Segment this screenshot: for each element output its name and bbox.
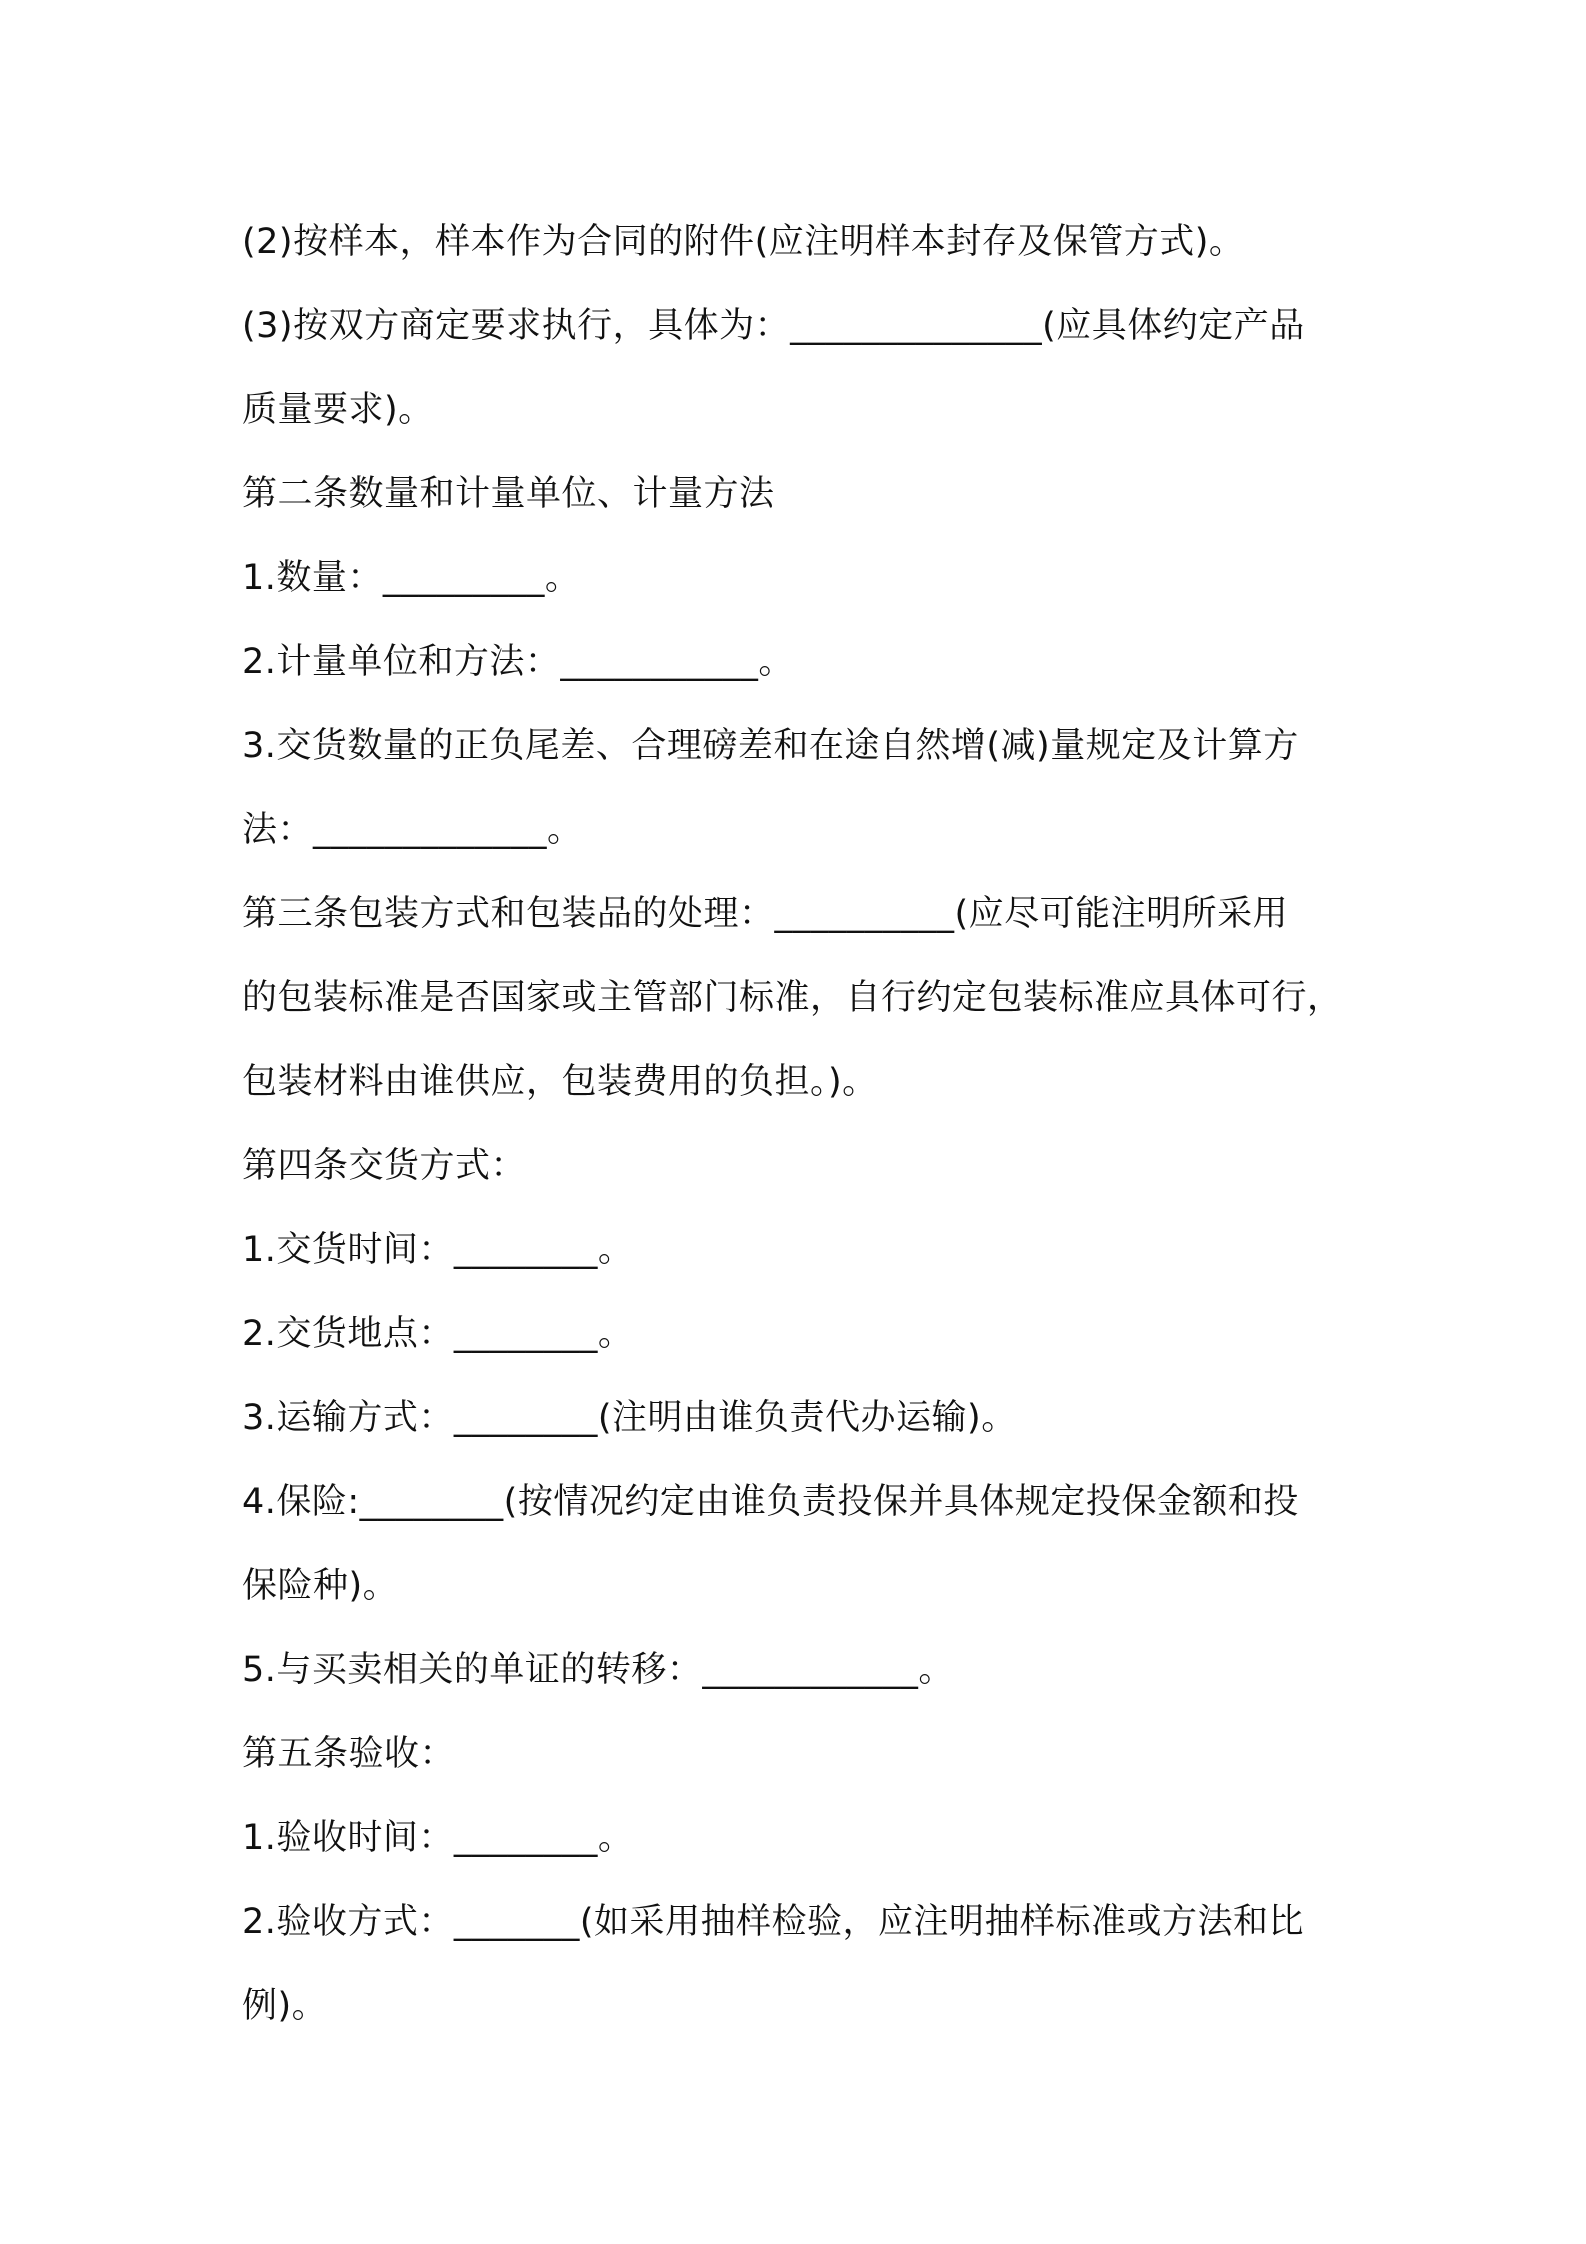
clause-1-item-3-negotiated: (3)按双方商定要求执行，具体为：______________(应具体约定产品	[242, 306, 1305, 346]
clause-4-item-2-delivery-place: 2.交货地点：________。	[242, 1314, 634, 1354]
clause-4-item-4-continued: 保险种)。	[242, 1566, 399, 1606]
clause-4-item-3-transport: 3.运输方式：________(注明由谁负责代办运输)。	[242, 1398, 1017, 1438]
clause-1-item-2-sample: (2)按样本，样本作为合同的附件(应注明样本封存及保管方式)。	[242, 222, 1245, 262]
clause-2-item-3-tolerance: 3.交货数量的正负尾差、合理磅差和在途自然增(减)量规定及计算方	[242, 726, 1299, 766]
clause-3-packaging-continued-1: 的包装标准是否国家或主管部门标准，自行约定包装标准应具体可行，	[242, 978, 1343, 1018]
clause-5-item-2-continued: 例)。	[242, 1986, 328, 2026]
clause-2-item-1-quantity: 1.数量：_________。	[242, 558, 581, 598]
clause-3-packaging: 第三条包装方式和包装品的处理：__________(应尽可能注明所采用	[242, 894, 1289, 934]
clause-5-heading: 第五条验收：	[242, 1734, 456, 1774]
clause-5-item-2-inspection-method: 2.验收方式：_______(如采用抽样检验，应注明抽样标准或方法和比	[242, 1902, 1305, 1942]
clause-3-packaging-continued-2: 包装材料由谁供应，包装费用的负担。)。	[242, 1062, 878, 1102]
clause-4-item-1-delivery-time: 1.交货时间：________。	[242, 1230, 634, 1270]
clause-4-item-4-insurance: 4.保险:________(按情况约定由谁负责投保并具体规定投保金额和投	[242, 1482, 1299, 1522]
clause-5-item-1-inspection-time: 1.验收时间：________。	[242, 1818, 634, 1858]
clause-2-item-2-unit-method: 2.计量单位和方法：___________。	[242, 642, 794, 682]
document-body	[242, 200, 1382, 2048]
clause-4-item-5-documents: 5.与买卖相关的单证的转移：____________。	[242, 1650, 954, 1690]
clause-2-item-3-continued: 法：_____________。	[242, 810, 583, 850]
clause-2-heading: 第二条数量和计量单位、计量方法	[242, 474, 775, 514]
clause-4-heading: 第四条交货方式：	[242, 1146, 527, 1186]
clause-1-item-3-continued: 质量要求)。	[242, 390, 434, 430]
